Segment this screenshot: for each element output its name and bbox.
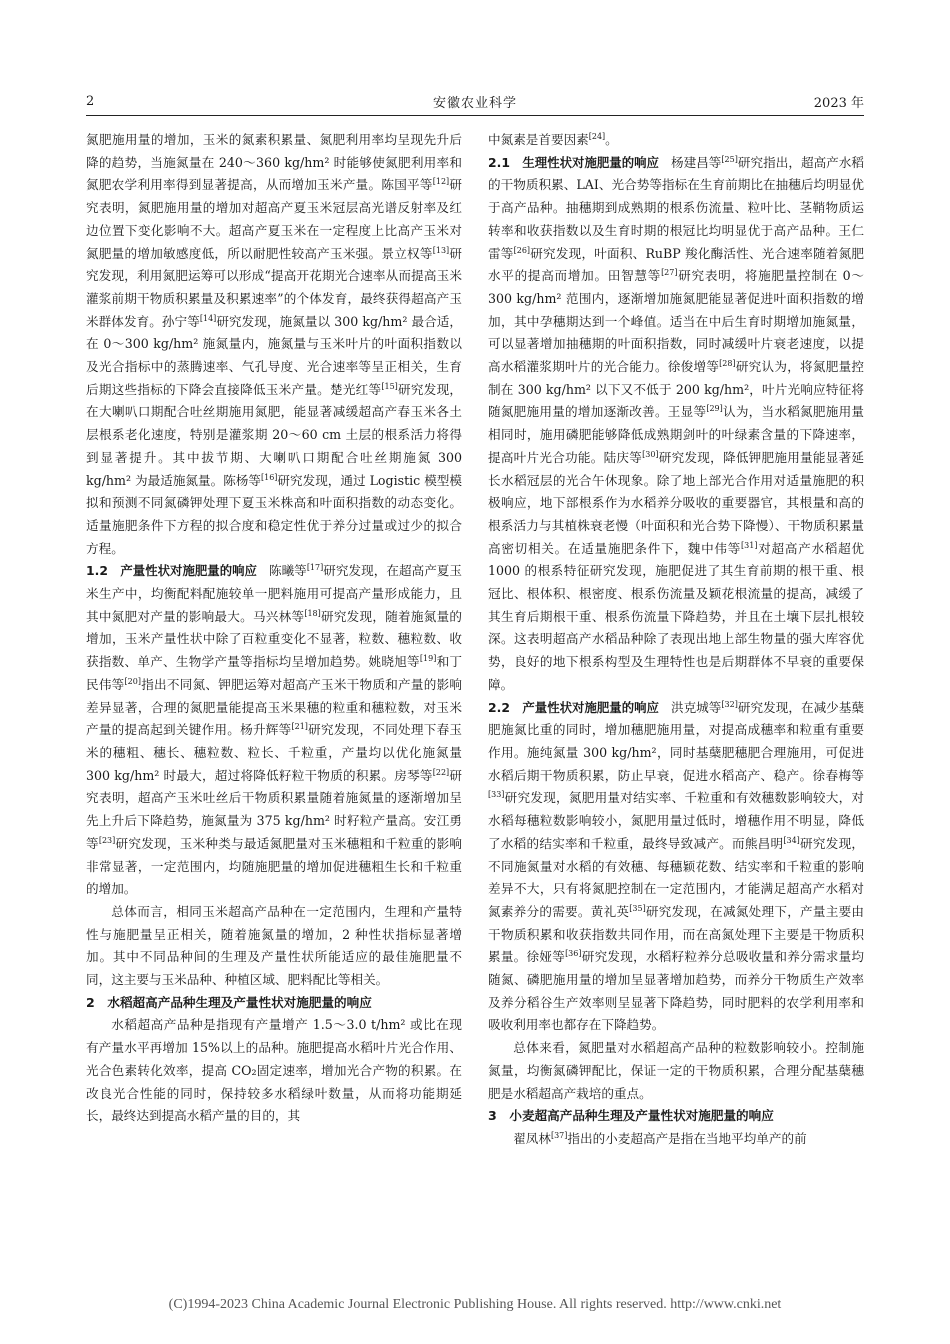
citation-marker: [14] — [199, 313, 217, 323]
section-2-1 — [488, 152, 864, 697]
citation-marker: [19] — [419, 653, 437, 663]
paragraph: 翟凤林[37]指出的小麦超高产是指在当地平均单产的前 — [513, 1130, 807, 1146]
page-number: 2 — [86, 93, 95, 109]
section-heading: 2.1 生理性状对施肥量的响应 — [488, 154, 659, 170]
citation-marker: [36] — [565, 949, 582, 959]
paragraph: 陈曦等[17]研究发现，在超高产夏玉米生产中，均衡配料配施较单一肥料施用可提高产量形成能力，且其中氮肥对产量的影响最大。马兴林等[18]研究发现，随着施氮量的增加，玉米产量性状中除了百粒重变化不显著，粒数、穗粒数、收获指数、单产、生物学产量等指标均呈增加趋势。姚晓旭等[19]和丁民伟等[20]指出不同氮、钾肥运筹对超高产玉米干物质和产量的影响差异显著，合理的氮肥量能提高玉米果穗的粒重和穗粒数，对玉米产量的提高起到关键作用。杨升辉等[21]研究发现，不同处理下春玉米的穗粗、穗长、穗粒数、粒长、千粒重，产量均以优化施氮量 300 kg/hm² 时最大，超过将降低籽粒干物质的积累。房琴等[22]研究表明，超高产玉米吐丝后干物质积累量随着施氮量的逐渐增加呈先上升后下降趋势，施氮量为 375 kg/hm² 时籽粒产量高。安江勇等[23]研究发现，玉米种类与最适氮肥量对玉米穗粗和千粒重的影响非常显著，一定范围内，均随施肥量的增加促进穗粗生长和千粒重的增加。 — [86, 563, 463, 897]
paragraph: 总体而言，相同玉米超高产品种在一定范围内，生理和产量特性与施肥量呈正相关，随着施氮量的增加，2 种性状指标显著增加。其中不同品种间的生理及产量性状所能适应的最佳施肥量不同，这主要与玉米品种、种植区域、肥料配比等相关。 — [86, 903, 462, 988]
journal-name: 安徽农业科学 — [432, 95, 517, 111]
citation-marker: [20] — [124, 676, 141, 686]
copyright-footer: (C)1994-2023 China Academic Journal Electronic Publishing House. All rights reserved. http://www.cnki.net — [168, 1297, 782, 1312]
citation-marker: [25] — [721, 154, 738, 164]
citation-marker: [16] — [260, 472, 278, 482]
citation-marker: [23] — [98, 835, 116, 845]
paragraph: 氮肥施用量的增加，玉米的氮素积累量、氮肥利用率均呈现先升后降的趋势，当施氮量在 240～360 kg/hm² 时能够使氮肥利用率和氮肥农学利用率得到显著提高，从而增加玉米产量。陈国平等[12]研究表明，氮肥施用量的增加对超高产夏玉米冠层高光谱反射率及红边位置下变化影响不大。超高产夏玉米在一定程度上比高产玉米对氮肥量的增加敏感度低，所以耐肥性较高产玉米强。景立权等[13]研究发现，利用氮肥运筹可以形成“提高开花期光合速率从而提高玉米灌浆前期干物质积累量及积累速率”的个体发育，最终获得超高产玉米群体发育。孙宁等[14]研究发现，施氮量以 300 kg/hm² 最合适，在 0～300 kg/hm² 施氮量内，施氮量与玉米叶片的叶面积指数以及光合指标中的蒸腾速率、气孔导度、光合速率等呈正相关，生育后期这些指标的下降会直接降低玉米产量。楚光红等[15]研究发现，在大喇叭口期配合吐丝期施用氮肥，能显著减缓超高产春玉米各土层根系老化速度，特别是灌浆期 20～60 cm 土层的根系活力将得到显著提升。其中拔节期、大喇叭口期配合吐丝期施氮 300 kg/hm² 为最适施氮量。陈杨等[16]研究发现，通过 Logistic 模型模拟和预测不同氮磷钾处理下夏玉米株高和叶面积指数的动态变化。适量施肥条件下方程的拟合度和稳定性优于养分过量或过少的拟合方程。 — [86, 132, 463, 556]
section-1-2 — [86, 560, 462, 901]
citation-marker: [31] — [741, 540, 758, 550]
left-column — [86, 129, 462, 1128]
paragraph: 水稻超高产品种是指现有产量增产 1.5～3.0 t/hm² 或比在现有产量水平再增加 15%以上的品种。施肥提高水稻叶片光合作用、光合色素转化效率，提高 CO₂固定速率，增加光合产物的积累。在改良光合性能的同时，保持较多水稻绿叶数量，从而将功能期延长，最终达到提高水稻产量的目的，其 — [86, 1017, 462, 1124]
citation-marker: [27] — [661, 268, 678, 278]
section-heading: 1.2 产量性状对施肥量的响应 — [86, 563, 257, 579]
citation-marker: [24] — [588, 131, 606, 141]
citation-marker: [21] — [291, 722, 308, 732]
page-header — [86, 90, 864, 112]
paragraph: 杨建昌等[25]研究指出，超高产水稻的干物质积累、LAI、光合势等指标在生育前期比在抽穗后均明显优于高产品种。抽穗期到成熟期的根系伤流量、粒叶比、茎鞘物质运转率和收获指数以及生育时期的根冠比均明显优于高产品种。王仁雷等[26]研究发现，叶面积、RuBP 羧化酶活性、光合速率随着氮肥水平的提高而增加。田智慧等[27]研究表明，将施肥量控制在 0～300 kg/hm² 范围内，逐渐增加施氮肥能显著促进叶面积指数的增加，其中孕穗期达到一个峰值。适当在中后生育时期增加施氮量，可以显著增加抽穗期的叶面积指数，同时减缓叶片衰老速度，以提高水稻灌浆期叶片的光合能力。徐俊增等[28]研究认为，将氮肥量控制在 300 kg/hm² 以下又不低于 200 kg/hm²，叶片光响应特征将随氮肥施用量的增加逐渐改善。王显等[29]认为，当水稻氮肥施用量相同时，施用磷肥能够降低成熟期剑叶的叶绿素含量的下降速率，提高叶片光合功能。陆庆等[30]研究发现，降低钾肥施用量能显著延长水稻冠层的光合午休现象。除了地上部光合作用对适量施肥的积极响应，地下部根系作为水稻养分吸收的重要器官，其根量和高的根系活力与其植株衰老慢（叶面积和光合势下降慢）、干物质积累量高密切相关。在适量施肥条件下，魏中伟等[31]对超高产水稻超优 1000 的根系特征研究发现，施肥促进了其生育前期的根干重、根冠比、根体积、根密度、根系伤流量及颖花根流量的提高，减缓了其生育后期根干重、根系伤流量下降趋势，并且在土壤下层扎根较深。这表明超高产水稻品种除了表现出地上部生物量的强大库容优势，良好的地下根系构型及生理特性也是后期群体不早衰的重要保障。 — [488, 154, 865, 692]
citation-marker: [12] — [432, 177, 450, 187]
citation-marker: [17] — [306, 563, 324, 573]
paragraph: 总体来看，氮肥量对水稻超高产品种的粒数影响较小。控制施氮量，均衡氮磷钾配比，保证一定的干物质积累，合理分配基蘖穗肥是水稻超高产栽培的重点。 — [488, 1040, 864, 1101]
publication-year: 2023 年 — [813, 95, 864, 111]
citation-marker: [33] — [488, 790, 505, 800]
citation-marker: [22] — [432, 767, 450, 777]
citation-marker: [15] — [381, 381, 398, 391]
citation-marker: [26] — [513, 245, 531, 255]
section-heading: 3 小麦超高产品种生理及产量性状对施肥量的响应 — [488, 1108, 774, 1124]
citation-marker: [34] — [783, 835, 800, 845]
paragraph: 洪克城等[32]研究发现，在减少基蘖肥施氮比重的同时，增加穗肥施用量，对提高成穗率和粒重有重要作用。施纯氮量 300 kg/hm²，同时基蘖肥穗肥合理施用，可促进水稻后期干物质积累，防止早衰，促进水稻高产、稳产。徐春梅等[33]研究发现，氮肥用量对结实率、千粒重和有效穗数影响较大，对水稻每穗粒数影响较小，氮肥用量过低时，增穗作用不明显，降低了水稻的结实率和千粒重，最终导致减产。而熊昌明[34]研究发现，不同施氮量对水稻的有效穗、每穗颖花数、结实率和千粒重的影响差异不大，只有将氮肥控制在一定范围内，才能满足超高产水稻对氮素养分的需要。黄礼英[35]研究发现，在减氮处理下，产量主要由干物质积累和收获指数共同作用，而在高氮处理下主要是干物质积累量。徐娅等[36]研究发现，水稻籽粒养分总吸收量和养分需求量均随氮、磷肥施用量的增加呈显著增加趋势，而养分干物质生产效率及养分稻谷生产效率则呈显著下降趋势，同时肥料的农学利用率和吸收利用率也都存在下降趋势。 — [488, 699, 865, 1033]
citation-marker: [30] — [642, 449, 659, 459]
section-heading: 2 水稻超高产品种生理及产量性状对施肥量的响应 — [86, 994, 372, 1010]
citation-marker: [35] — [629, 903, 646, 913]
section-heading: 2.2 产量性状对施肥量的响应 — [488, 699, 659, 715]
citation-marker: [18] — [304, 608, 321, 618]
citation-marker: [28] — [719, 358, 736, 368]
paragraph: 中氮素是首要因素[24]。 — [488, 131, 618, 147]
citation-marker: [32] — [721, 699, 738, 709]
citation-marker: [29] — [706, 404, 723, 414]
citation-marker: [13] — [432, 245, 450, 255]
section-2-2 — [488, 697, 864, 1038]
citation-marker: [37] — [550, 1130, 568, 1140]
header-rule — [86, 115, 864, 116]
right-column — [488, 129, 864, 1151]
